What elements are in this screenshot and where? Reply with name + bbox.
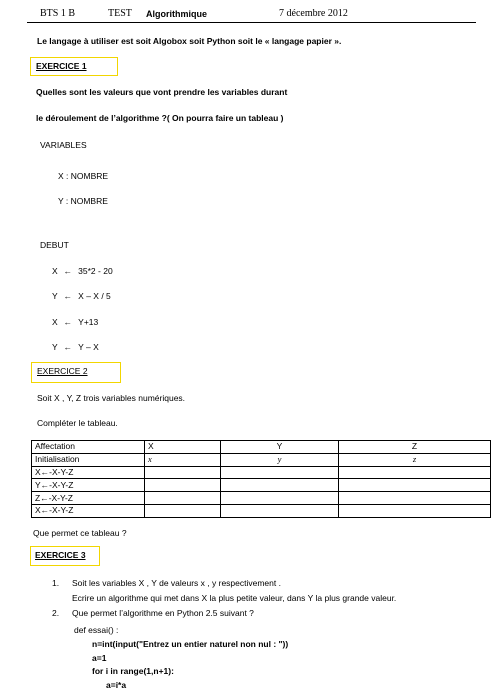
ex1-step (52, 266, 113, 276)
ex3-item2-num: 2. (52, 608, 60, 618)
table-init-row (32, 453, 491, 466)
step-expr: Y+13 (78, 317, 99, 327)
table-cell-empty[interactable] (145, 504, 221, 517)
ex1-variables-label: VARIABLES (40, 140, 87, 150)
step-expr: 35*2 - 20 (78, 266, 113, 276)
table-cell-empty[interactable] (145, 479, 221, 492)
table-init-x: x (145, 453, 221, 466)
code-line-init: a=1 (92, 653, 107, 663)
table-row (32, 466, 491, 479)
step-expr: Y – X (78, 342, 99, 352)
ex2-statement: Soit X , Y, Z trois variables numériques. (37, 393, 186, 403)
table-init-y: y (221, 453, 339, 466)
ex1-question-line2: le déroulement de l’algorithme ?( On pourra faire un tableau ) (36, 113, 284, 123)
assign-arrow-icon: ← (63, 317, 73, 327)
table-row-affectation: X←-X-Y-Z (32, 504, 145, 517)
table-row-affectation: X←-X-Y-Z (32, 466, 145, 479)
ex2-question: Que permet ce tableau ? (33, 528, 127, 538)
ex2-title: EXERCICE 2 (37, 366, 88, 376)
header-class: BTS 1 B (40, 8, 76, 19)
ex1-title: EXERCICE 1 (36, 61, 87, 71)
ex1-var-y: Y : NOMBRE (58, 196, 108, 206)
ex3-title-box (30, 546, 100, 566)
table-row (32, 504, 491, 517)
header-rule (27, 22, 476, 23)
table-cell-empty[interactable] (339, 492, 491, 505)
table-row (32, 492, 491, 505)
table-row (32, 479, 491, 492)
ex1-var-x: X : NOMBRE (58, 171, 109, 181)
ex1-title-box (30, 57, 118, 76)
assign-arrow-icon: ← (63, 266, 73, 276)
table-cell-empty[interactable] (221, 504, 339, 517)
ex3-item1-num: 1. (52, 578, 60, 588)
header-subject: Algorithmique (146, 9, 207, 19)
code-line-for: for i in range(1,n+1): (92, 666, 174, 676)
table-cell-empty[interactable] (339, 504, 491, 517)
table-row-affectation: Y←-X-Y-Z (32, 479, 145, 492)
table-header-affectation: Affectation (32, 441, 145, 454)
table-cell-empty[interactable] (145, 466, 221, 479)
ex1-step (52, 291, 111, 301)
ex1-step (52, 317, 98, 327)
ex3-title: EXERCICE 3 (35, 550, 86, 560)
assign-arrow-icon: ← (63, 291, 73, 301)
ex2-instruction: Compléter le tableau. (37, 418, 118, 428)
ex1-question-line1: Quelles sont les valeurs que vont prendre les variables durant (36, 87, 288, 97)
table-header-z: Z (339, 441, 491, 454)
header-test: TEST (108, 8, 132, 19)
step-var: Y (52, 291, 58, 301)
table-cell-empty[interactable] (339, 479, 491, 492)
intro-text: Le langage à utiliser est soit Algobox soit Python soit le « langage papier ». (37, 36, 342, 46)
table-cell-empty[interactable] (221, 479, 339, 492)
code-line-input: n=int(input("Entrez un entier naturel non nul : ")) (92, 639, 289, 649)
table-row-affectation: Z←-X-Y-Z (32, 492, 145, 505)
table-cell-empty[interactable] (221, 466, 339, 479)
ex3-item1-line2: Ecrire un algorithme qui met dans X la plus petite valeur, dans Y la plus grande valeur. (72, 593, 397, 603)
code-line-body: a=i*a (106, 680, 127, 690)
step-expr: X – X / 5 (78, 291, 111, 301)
step-var: X (52, 266, 58, 276)
header-date: 7 décembre 2012 (279, 8, 348, 19)
ex3-item1-line1: Soit les variables X , Y de valeurs x , y respectivement . (72, 578, 281, 588)
step-var: X (52, 317, 58, 327)
assign-arrow-icon: ← (63, 342, 73, 352)
table-init-label: Initialisation (32, 453, 145, 466)
table-header-y: Y (221, 441, 339, 454)
table-header-x: X (145, 441, 221, 454)
ex3-item2-line1: Que permet l’algorithme en Python 2.5 suivant ? (72, 608, 254, 618)
table-cell-empty[interactable] (145, 492, 221, 505)
code-line-def: def essai() : (74, 625, 119, 635)
table-init-z: z (339, 453, 491, 466)
ex1-debut-label: DEBUT (40, 240, 69, 250)
ex2-title-box (31, 362, 121, 383)
step-var: Y (52, 342, 58, 352)
table-header-row (32, 441, 491, 454)
ex2-table (31, 440, 491, 518)
ex1-step (52, 342, 99, 352)
table-cell-empty[interactable] (339, 466, 491, 479)
table-cell-empty[interactable] (221, 492, 339, 505)
